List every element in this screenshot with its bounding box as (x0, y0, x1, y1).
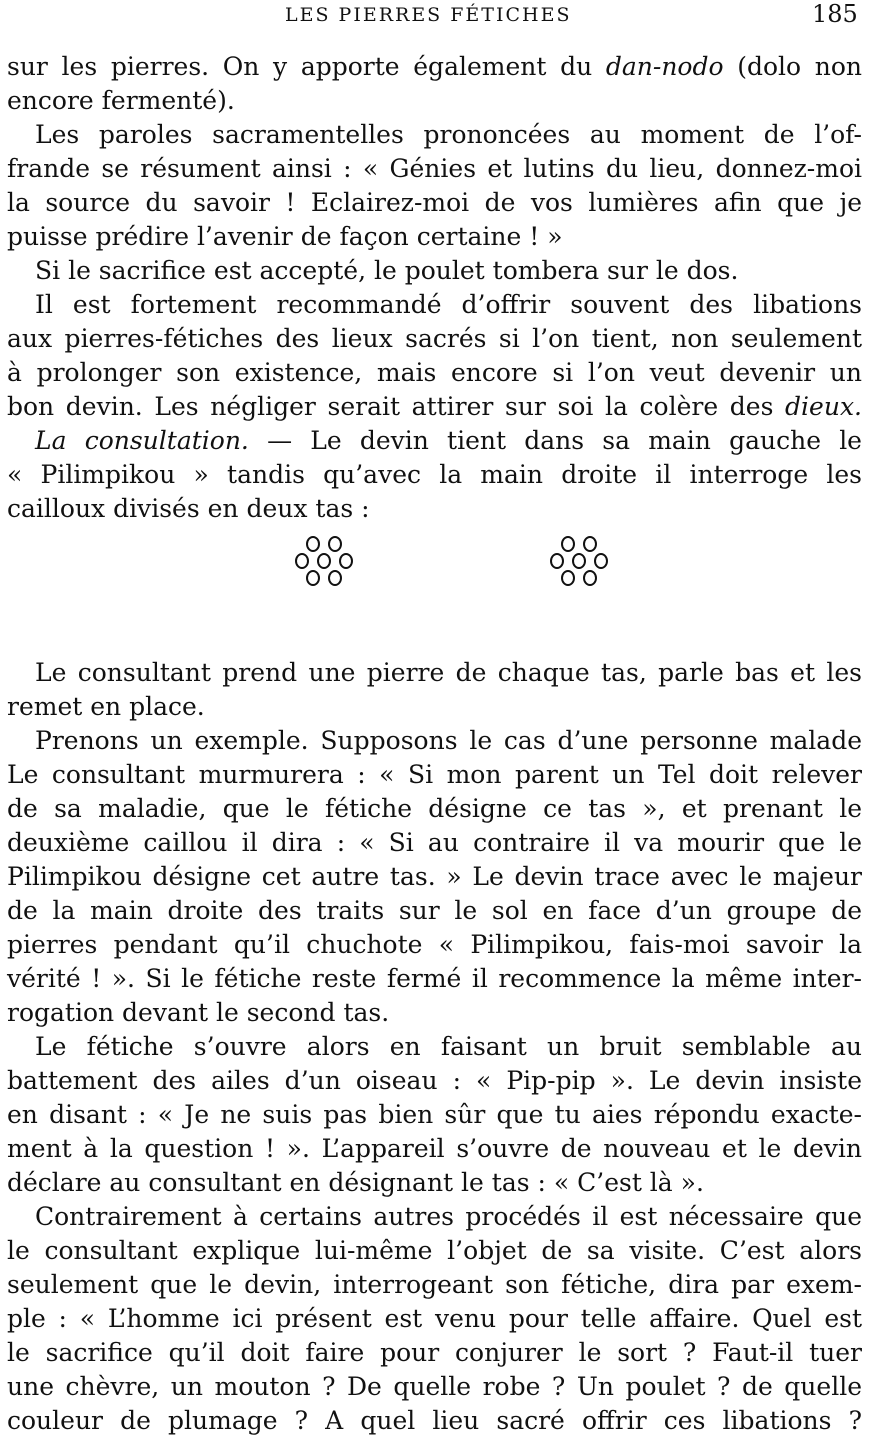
stone-icon (594, 553, 608, 569)
stone-icon (328, 536, 342, 552)
text-line: « Pilimpikou » tandis qu’avec la main droite il interroge les (7, 460, 862, 489)
text-line: couleur de plumage ? A quel lieu sacré offrir ces libations ? (7, 1406, 862, 1435)
stone-heap-first (292, 536, 382, 596)
stone-icon (317, 553, 331, 569)
text-line: remet en place. (7, 692, 205, 721)
text-line: vérité ! ». Si le fétiche reste fermé il recommence la même inter- (7, 964, 862, 993)
text-line: le consultant explique lui-même l’objet de sa visite. C’est alors (7, 1236, 862, 1265)
text-line: sur les pierres. On y apporte également du dan-nodo (dolo non (7, 52, 862, 81)
text-line: le sacrifice qu’il doit faire pour conjurer le sort ? Faut-il tuer (7, 1338, 862, 1367)
stone-icon (572, 553, 586, 569)
text-line: à prolonger son existence, mais encore si l’on veut devenir un (7, 358, 862, 387)
text-line: aux pierres-fétiches des lieux sacrés si l’on tient, non seulement (7, 324, 862, 353)
text-line: Contrairement à certains autres procédés il est nécessaire que (35, 1202, 862, 1231)
page-header (0, 0, 869, 32)
text-line: battement des ailes d’un oiseau : « Pip-pip ». Le devin insiste (7, 1066, 862, 1095)
text-line: cailloux divisés en deux tas : (7, 494, 370, 523)
text-line: en disant : « Je ne suis pas bien sûr que tu aies répondu exacte- (7, 1100, 862, 1129)
stone-icon (561, 536, 575, 552)
text-line: Le consultant prend une pierre de chaque tas, parle bas et les (35, 658, 862, 687)
text-line: Les paroles sacramentelles prononcées au moment de l’of- (35, 120, 862, 149)
text-line: pierres pendant qu’il chuchote « Pilimpikou, fais-moi savoir la (7, 930, 862, 959)
text-line: puisse prédire l’avenir de façon certaine ! » (7, 222, 563, 251)
text-line: frande se résument ainsi : « Génies et lutins du lieu, donnez-moi (7, 154, 862, 183)
text-line: Le consultant murmurera : « Si mon parent un Tel doit relever (7, 760, 862, 789)
text-line: deuxième caillou il dira : « Si au contraire il va mourir que le (7, 828, 862, 857)
text-line: Le fétiche s’ouvre alors en faisant un bruit semblable au (35, 1032, 862, 1061)
text-line: La consultation. — Le devin tient dans sa main gauche le (35, 426, 862, 455)
stone-icon (328, 570, 342, 586)
stone-icon (583, 536, 597, 552)
page-number: 185 (812, 0, 858, 28)
text-line: Il est fortement recommandé d’offrir souvent des libations (35, 290, 862, 319)
stone-icon (306, 536, 320, 552)
text-line: seulement que le devin, interrogeant son fétiche, dira par exem- (7, 1270, 862, 1299)
italic-term: dieux. (785, 392, 862, 421)
text-line: Si le sacrifice est accepté, le poulet tombera sur le dos. (35, 256, 739, 285)
stone-icon (583, 570, 597, 586)
text-line: Prenons un exemple. Supposons le cas d’une personne malade (35, 726, 862, 755)
text-line: Pilimpikou désigne cet autre tas. » Le devin trace avec le majeur (7, 862, 862, 891)
running-title: LES PIERRES FÉTICHES (285, 4, 572, 26)
text-line: ple : « L’homme ici présent est venu pour telle affaire. Quel est (7, 1304, 862, 1333)
text-line: la source du savoir ! Eclairez-moi de vos lumières afin que je (7, 188, 862, 217)
text-line: encore fermenté). (7, 86, 235, 115)
stone-icon (561, 570, 575, 586)
stone-icon (550, 553, 564, 569)
text-line: ment à la question ! ». L’appareil s’ouvre de nouveau et le devin (7, 1134, 862, 1163)
italic-term: dan-nodo (605, 52, 724, 81)
stone-icon (339, 553, 353, 569)
text-line: bon devin. Les négliger serait attirer sur soi la colère des dieux. (7, 392, 862, 421)
text-line: déclare au consultant en désignant le tas : « C’est là ». (7, 1168, 704, 1197)
stone-icon (306, 570, 320, 586)
text-line: rogation devant le second tas. (7, 998, 390, 1027)
section-title: La consultation. (35, 426, 249, 455)
text-line: de la main droite des traits sur le sol en face d’un groupe de (7, 896, 862, 925)
body-text (7, 50, 862, 1438)
stone-heaps-figure (7, 526, 862, 656)
text-line: de sa maladie, que le fétiche désigne ce tas », et prenant le (7, 794, 862, 823)
stone-heap-second (547, 536, 637, 596)
stone-icon (295, 553, 309, 569)
text-line: une chèvre, un mouton ? De quelle robe ? Un poulet ? de quelle (7, 1372, 862, 1401)
